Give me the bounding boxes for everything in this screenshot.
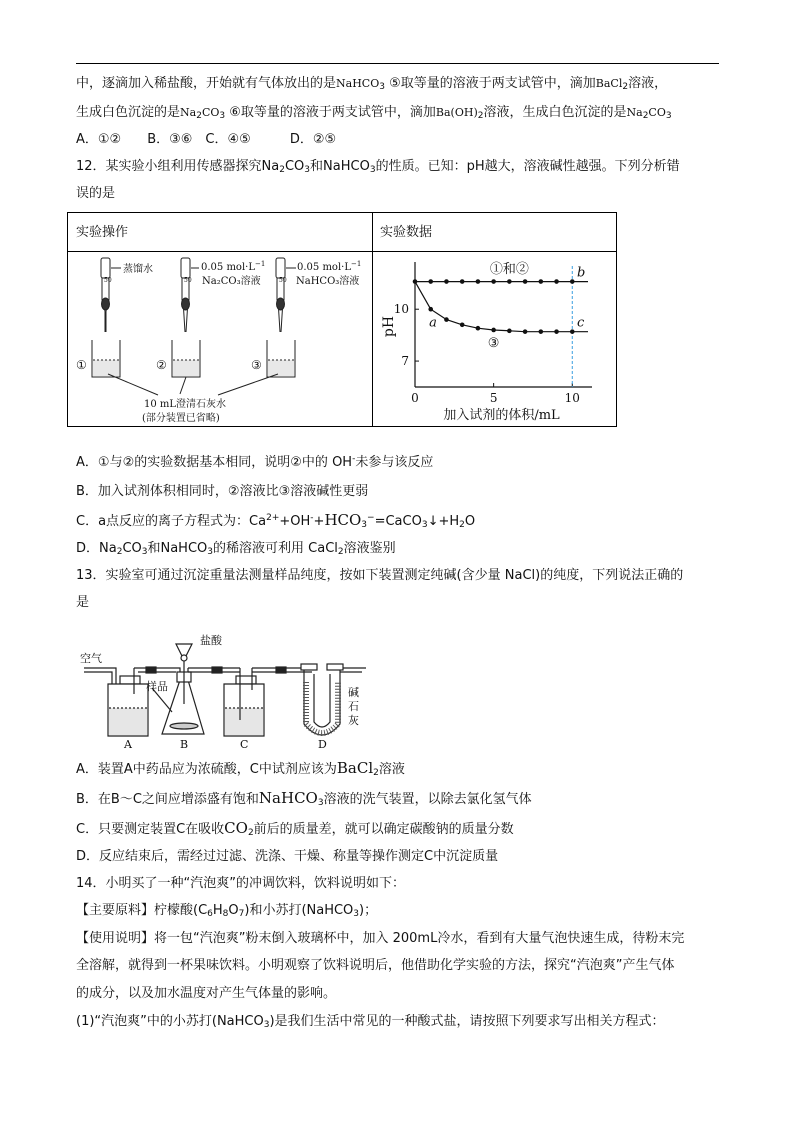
text: 生成白色沉淀的是 [76,105,181,120]
sup: - [352,454,356,464]
text: )； [359,903,378,918]
text: 和 [310,159,324,174]
data-point [428,307,433,312]
q14-usage-line1: 【使用说明】将一包“汽泡爽”粉末倒入玻璃杯中，加入 200mL冷水，看到有大量气泡快速生成，待粉末完 [76,931,685,946]
q11-options: A．①② B．③⑥ C．④⑤ D．②⑤ [76,132,337,147]
chem: CO [284,159,305,174]
annotation-a: a [429,315,437,331]
x-axis-label: 加入试剂的体积/mL [443,408,560,423]
q12-table [67,212,617,427]
sub: 3 [369,165,376,175]
text: 0.05 mol·L [201,262,255,273]
text: 溶液，生成白色沉淀的是 [483,105,627,120]
x-tick-label: 5 [489,391,498,405]
text: ② [290,455,302,470]
q13-option-c [76,819,514,839]
label-a: A [124,738,132,750]
text: O [464,514,476,529]
data-point [523,279,528,284]
sup: - [310,513,314,523]
sup: −1 [254,260,266,268]
label-nahco3: NaHCO₃溶液 [296,276,360,287]
text: 的实验数据基本相同，说明 [134,455,291,470]
sub: 2 [196,111,202,121]
chem: NaHCO [258,789,318,807]
text: A．装置A中药品应为浓硫酸，C中试剂应该为 [76,762,337,777]
data-point [444,279,449,284]
sub: 3 [353,909,360,919]
q12-option-a [76,454,433,472]
beaker-3 [267,340,295,377]
q11-line1 [76,75,667,93]
sub: 2 [477,111,484,121]
chem: HCO [324,511,362,529]
sub: 2 [642,111,649,121]
q14-question-1 [76,1013,665,1031]
text: (1)“汽泡爽”中的小苏打(NaHCO [76,1014,264,1029]
chem: Na [626,106,643,119]
data-point [413,279,418,284]
label-hcl: 盐酸 [200,634,222,647]
text: B．在B～C之间应增添盛有饱和 [76,792,259,807]
text: 溶液 [378,762,405,777]
q13-option-a [76,759,405,779]
data-point [507,279,512,284]
text: + [313,514,325,529]
sub: 7 [238,909,245,919]
q12-option-c [76,511,475,531]
text: ↓+H [427,514,460,529]
text: 和NaHCO [147,541,208,556]
chem: CO [648,106,666,119]
label-distilled-water: 蒸馏水 [123,264,153,275]
text: =CaCO [374,514,422,529]
label-c: C [240,738,249,750]
sub: 2 [373,768,379,778]
sub: 3 [219,111,226,121]
bottle-c [224,668,264,736]
q12-option-d [76,540,396,558]
sub: 3 [304,165,311,175]
sup: − [367,513,375,523]
sub: 2 [459,520,465,530]
label-na2co3-conc [201,260,265,273]
text: C．a点反应的离子方程式为：Ca [76,514,267,529]
q14-usage-line3: 的成分，以及加水温度对产生气体量的影响。 [76,986,337,1001]
x-tick-label: 0 [411,391,419,405]
data-point [476,326,481,331]
data-point [507,329,512,334]
annotation-b: b [576,265,586,281]
q13-stem-line1: 13．实验室可通过沉淀重量法测量样品纯度，按如下装置测定纯碱(含少量 NaCl)的纯度，下列说法正确的 [76,568,684,583]
sub: 2 [247,828,254,838]
label-b: B [180,738,189,750]
sub: 8 [222,909,229,919]
label-soda-lime: 石 [348,700,359,713]
chem: CO [224,819,248,837]
text: C．只要测定装置C在吸收 [76,822,225,837]
text: 的稀溶液可利用 [213,541,305,556]
sub: 2 [337,547,344,557]
text: 0.05 mol·L [297,262,351,273]
data-point [539,279,544,284]
label-nahco3-conc [297,260,361,273]
q14-usage-line2: 全溶解，就得到一杯果味饮料。小明观察了饮料说明后，他借助化学实验的方法，探究“汽泡爽”产生气体 [76,958,675,973]
q13-option-d: D．反应结束后，需经过过滤、洗涤、干燥、称量等操作测定C中沉淀质量 [76,849,499,864]
label-air: 空气 [80,652,102,665]
y-tick-label: 7 [401,354,409,369]
text: )是我们生活中常见的一种酸式盐，请按照下列要求写出相关方程式： [269,1014,665,1029]
sub: 2 [622,82,629,92]
text: ⑥取等量的溶液于两支试管中，滴加 [229,105,436,120]
data-point [570,329,575,334]
text: +OH [279,514,311,529]
text: 的性质。已知：pH越大，溶液碱性越强。下列分析错 [375,159,680,174]
text: 【主要原料】柠檬酸(C [76,903,208,918]
sub: 2 [116,547,123,557]
scale-mark: 50 [184,277,192,284]
sub: 3 [263,1020,270,1030]
data-point [460,279,465,284]
dropper-3 [276,258,285,332]
series-line-2 [415,282,588,332]
text: D．Na [76,541,117,556]
text: 溶液鉴别 [343,541,396,556]
label-sample: 样品 [146,680,168,693]
data-point [554,279,559,284]
bottle-a [108,668,148,736]
beaker-label-1: ① [76,358,87,372]
text: ① [97,455,110,470]
label-soda-lime: 碱 [348,686,359,699]
label-note: (部分装置已省略) [142,413,220,424]
series-label-1-2: ①和② [489,261,529,277]
sub: 2 [279,165,285,175]
data-point [491,279,496,284]
q12-option-b: B．加入试剂体积相同时，②溶液比③溶液碱性更弱 [76,484,369,499]
data-point [460,322,465,327]
sub: 3 [141,547,148,557]
annotation-c: c [576,315,585,331]
apparatus-figure [68,252,372,427]
sup: 2+ [266,513,280,523]
text: ⑤取等量的溶液于两支试管中，滴加 [389,76,596,91]
data-point [476,279,481,284]
chem: Na [261,159,280,174]
text: 溶液的洗气装置，以除去氯化氢气体 [323,792,532,807]
text: OH [332,455,353,470]
scale-mark: 50 [104,277,112,284]
beaker-2 [172,340,200,377]
sub: 3 [379,82,385,92]
q11-line2 [76,104,672,122]
header-rule [76,63,719,64]
text: 未参与该反应 [355,455,434,470]
sub: 3 [207,547,213,557]
q13-option-b [76,789,532,809]
label-d: D [318,738,327,750]
beaker-label-3: ③ [251,358,262,372]
chem: Na [180,106,197,119]
label-na2co3: Na₂CO₃溶液 [202,276,261,287]
text: CO [122,541,142,556]
data-point [570,279,575,284]
text: 与 [109,455,123,470]
q14-main-ingredients [76,902,377,920]
q12-stem-line2: 误的是 [76,186,116,201]
beaker-1 [92,340,120,377]
text: H [212,903,223,918]
text: 中，逐滴加入稀盐酸，开始就有气体放出的是 [76,76,337,91]
data-point [444,317,449,322]
chem: NaHCO [323,159,370,174]
text: 12．某实验小组利用传感器探究 [76,159,262,174]
x-tick-label: 10 [564,391,580,405]
data-point [539,329,544,334]
table-header-operation: 实验操作 [76,225,129,240]
table-header-data: 实验数据 [380,225,433,240]
text: ② [122,455,135,470]
text: O [228,903,239,918]
sub: 3 [361,520,368,530]
label-soda-lime: 灰 [348,714,359,727]
data-point [523,329,528,334]
chem: CO [201,106,220,119]
sup: −1 [350,260,362,268]
series-label-3: ③ [487,336,500,352]
sub: 3 [421,520,428,530]
scale-mark: 50 [279,277,287,284]
y-tick-label: 10 [393,302,409,317]
sub: 3 [665,111,672,121]
dropper-1 [101,258,110,332]
chem: BaCl [336,759,374,777]
data-point [554,329,559,334]
chem: Ba(OH) [435,106,478,119]
sub: 3 [317,798,324,808]
beaker-label-2: ② [156,358,167,372]
label-lime-water: 10 mL澄清石灰水 [144,399,227,410]
q12-stem-line1 [76,158,680,176]
text: 前后的质量差，就可以确定碳酸钠的质量分数 [253,822,514,837]
text: 溶液， [628,76,668,91]
y-axis-label: pH [381,315,397,338]
q14-stem: 14．小明买了一种“汽泡爽”的冲调饮料，饮料说明如下： [76,876,406,891]
chem: BaCl [595,77,623,90]
text: A． [76,455,98,470]
q13-stem-line2: 是 [76,595,90,610]
ph-chart [373,252,617,427]
sub: 6 [207,909,213,919]
dropper-2 [181,258,190,332]
chem: NaHCO [336,77,380,90]
flask-b [162,644,204,734]
q13-apparatus [76,624,376,750]
text: 中的 [301,455,328,470]
text: )和小苏打(NaHCO [244,903,354,918]
data-point [491,328,496,333]
data-point [428,279,433,284]
text: CaCl [308,541,338,556]
